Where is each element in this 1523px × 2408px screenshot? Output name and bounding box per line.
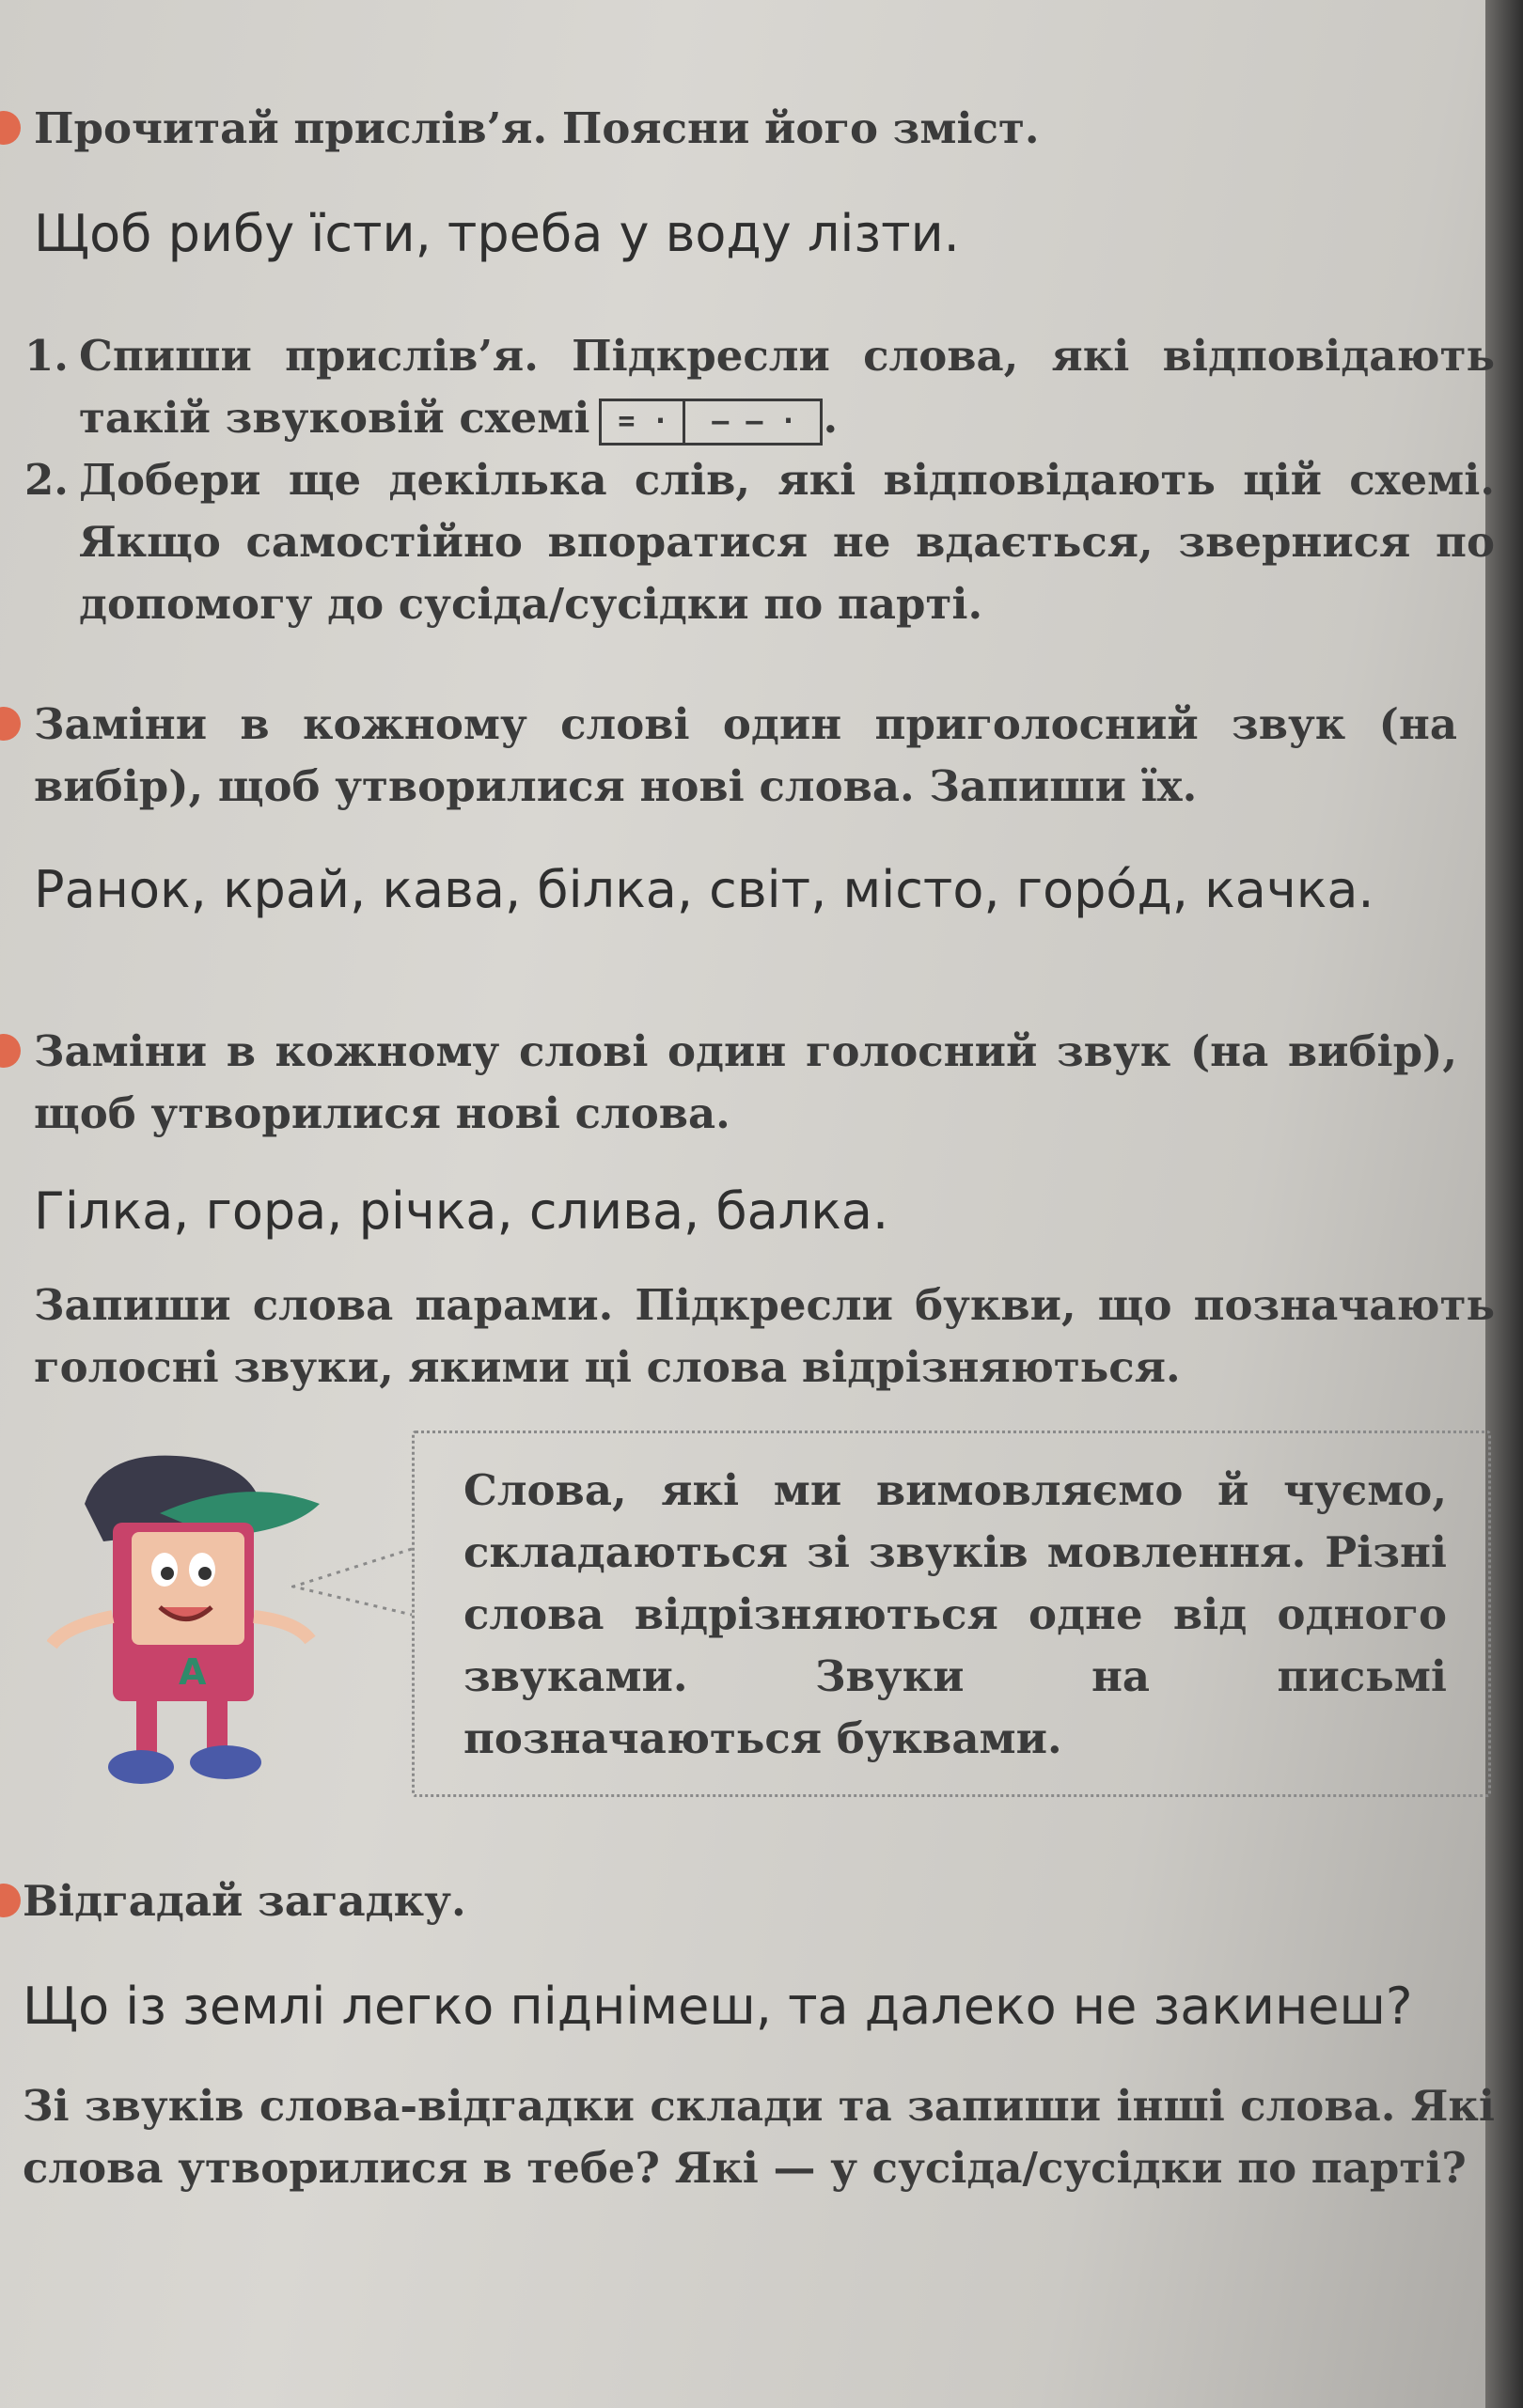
sound-scheme-icon (599, 399, 823, 446)
list-item-text: Спиши прислів’я. Підкресли слова, які відповідають такій звуковій схемі (79, 331, 1495, 443)
scheme-syllable-1: = · (618, 404, 669, 438)
task-riddle (0, 1870, 1485, 1927)
proverb-text: Щоб рибу їсти, треба у воду лізти. (34, 204, 960, 263)
word-list-consonant: Ранок, край, кава, білка, світ, місто, горо́д, качка. (34, 860, 1374, 919)
speech-pointer-icon (291, 1541, 416, 1626)
callout-text: Слова, які ми вимовляємо й чуємо, складаються зі звуків мовлення. Різні слова відрізняються одне від одного звуками. Звуки на письмі позначаються буквами. (463, 1465, 1447, 1763)
task-bullet-icon (0, 707, 21, 741)
list-number: 2. (24, 455, 69, 505)
task-pairs-instruction: Запиши слова парами. Підкресли букви, що позначають голосні звуки, якими ці слова відрізняються. (34, 1280, 1495, 1392)
info-callout-box (412, 1431, 1491, 1797)
task-bullet-icon (0, 111, 21, 145)
task-instruction: Заміни в кожному слові один приголосний звук (на вибір), щоб утворилися нові слова. Запиши їх. (34, 699, 1457, 811)
mascot-book-character-icon (47, 1438, 329, 1795)
task-instruction: Прочитай прислів’я. Поясни його зміст. (34, 103, 1040, 153)
scheme-syllable-2: – – · (712, 404, 797, 438)
mascot-letter: А (179, 1651, 207, 1693)
task-proverb (0, 98, 1485, 154)
task-instruction: Заміни в кожному слові один голосний звук (на вибір), щоб утворилися нові слова. (34, 1026, 1457, 1138)
task-compose-instruction: Зі звуків слова-відгадки склади та запиши інші слова. Які слова утворилися в тебе? Які — у сусіда/сусідки по парті? (23, 2081, 1495, 2193)
list-item-1: 1. Спиши прислів’я. Підкресли слова, які відповідають такій звуковій схемі = · – – · . (24, 325, 1495, 449)
task-bullet-icon (0, 1034, 21, 1068)
task-consonant (0, 694, 1485, 811)
scheme-divider (683, 401, 685, 443)
task-vowel (0, 1021, 1485, 1138)
word-list-vowel: Гілка, гора, річка, слива, балка. (34, 1181, 889, 1241)
riddle-text: Що із землі легко піднімеш, та далеко не закинеш? (23, 1977, 1413, 2036)
list-number: 1. (24, 331, 69, 381)
task-bullet-icon (0, 1884, 21, 1917)
list-item-2 (24, 449, 1495, 635)
task-instruction: Відгадай загадку. (23, 1876, 466, 1926)
list-item-text: Добери ще декілька слів, які відповідають цій схемі. Якщо самостійно впоратися не вдається, звернися по допомогу до сусіда/сусідки по парті. (79, 455, 1495, 629)
